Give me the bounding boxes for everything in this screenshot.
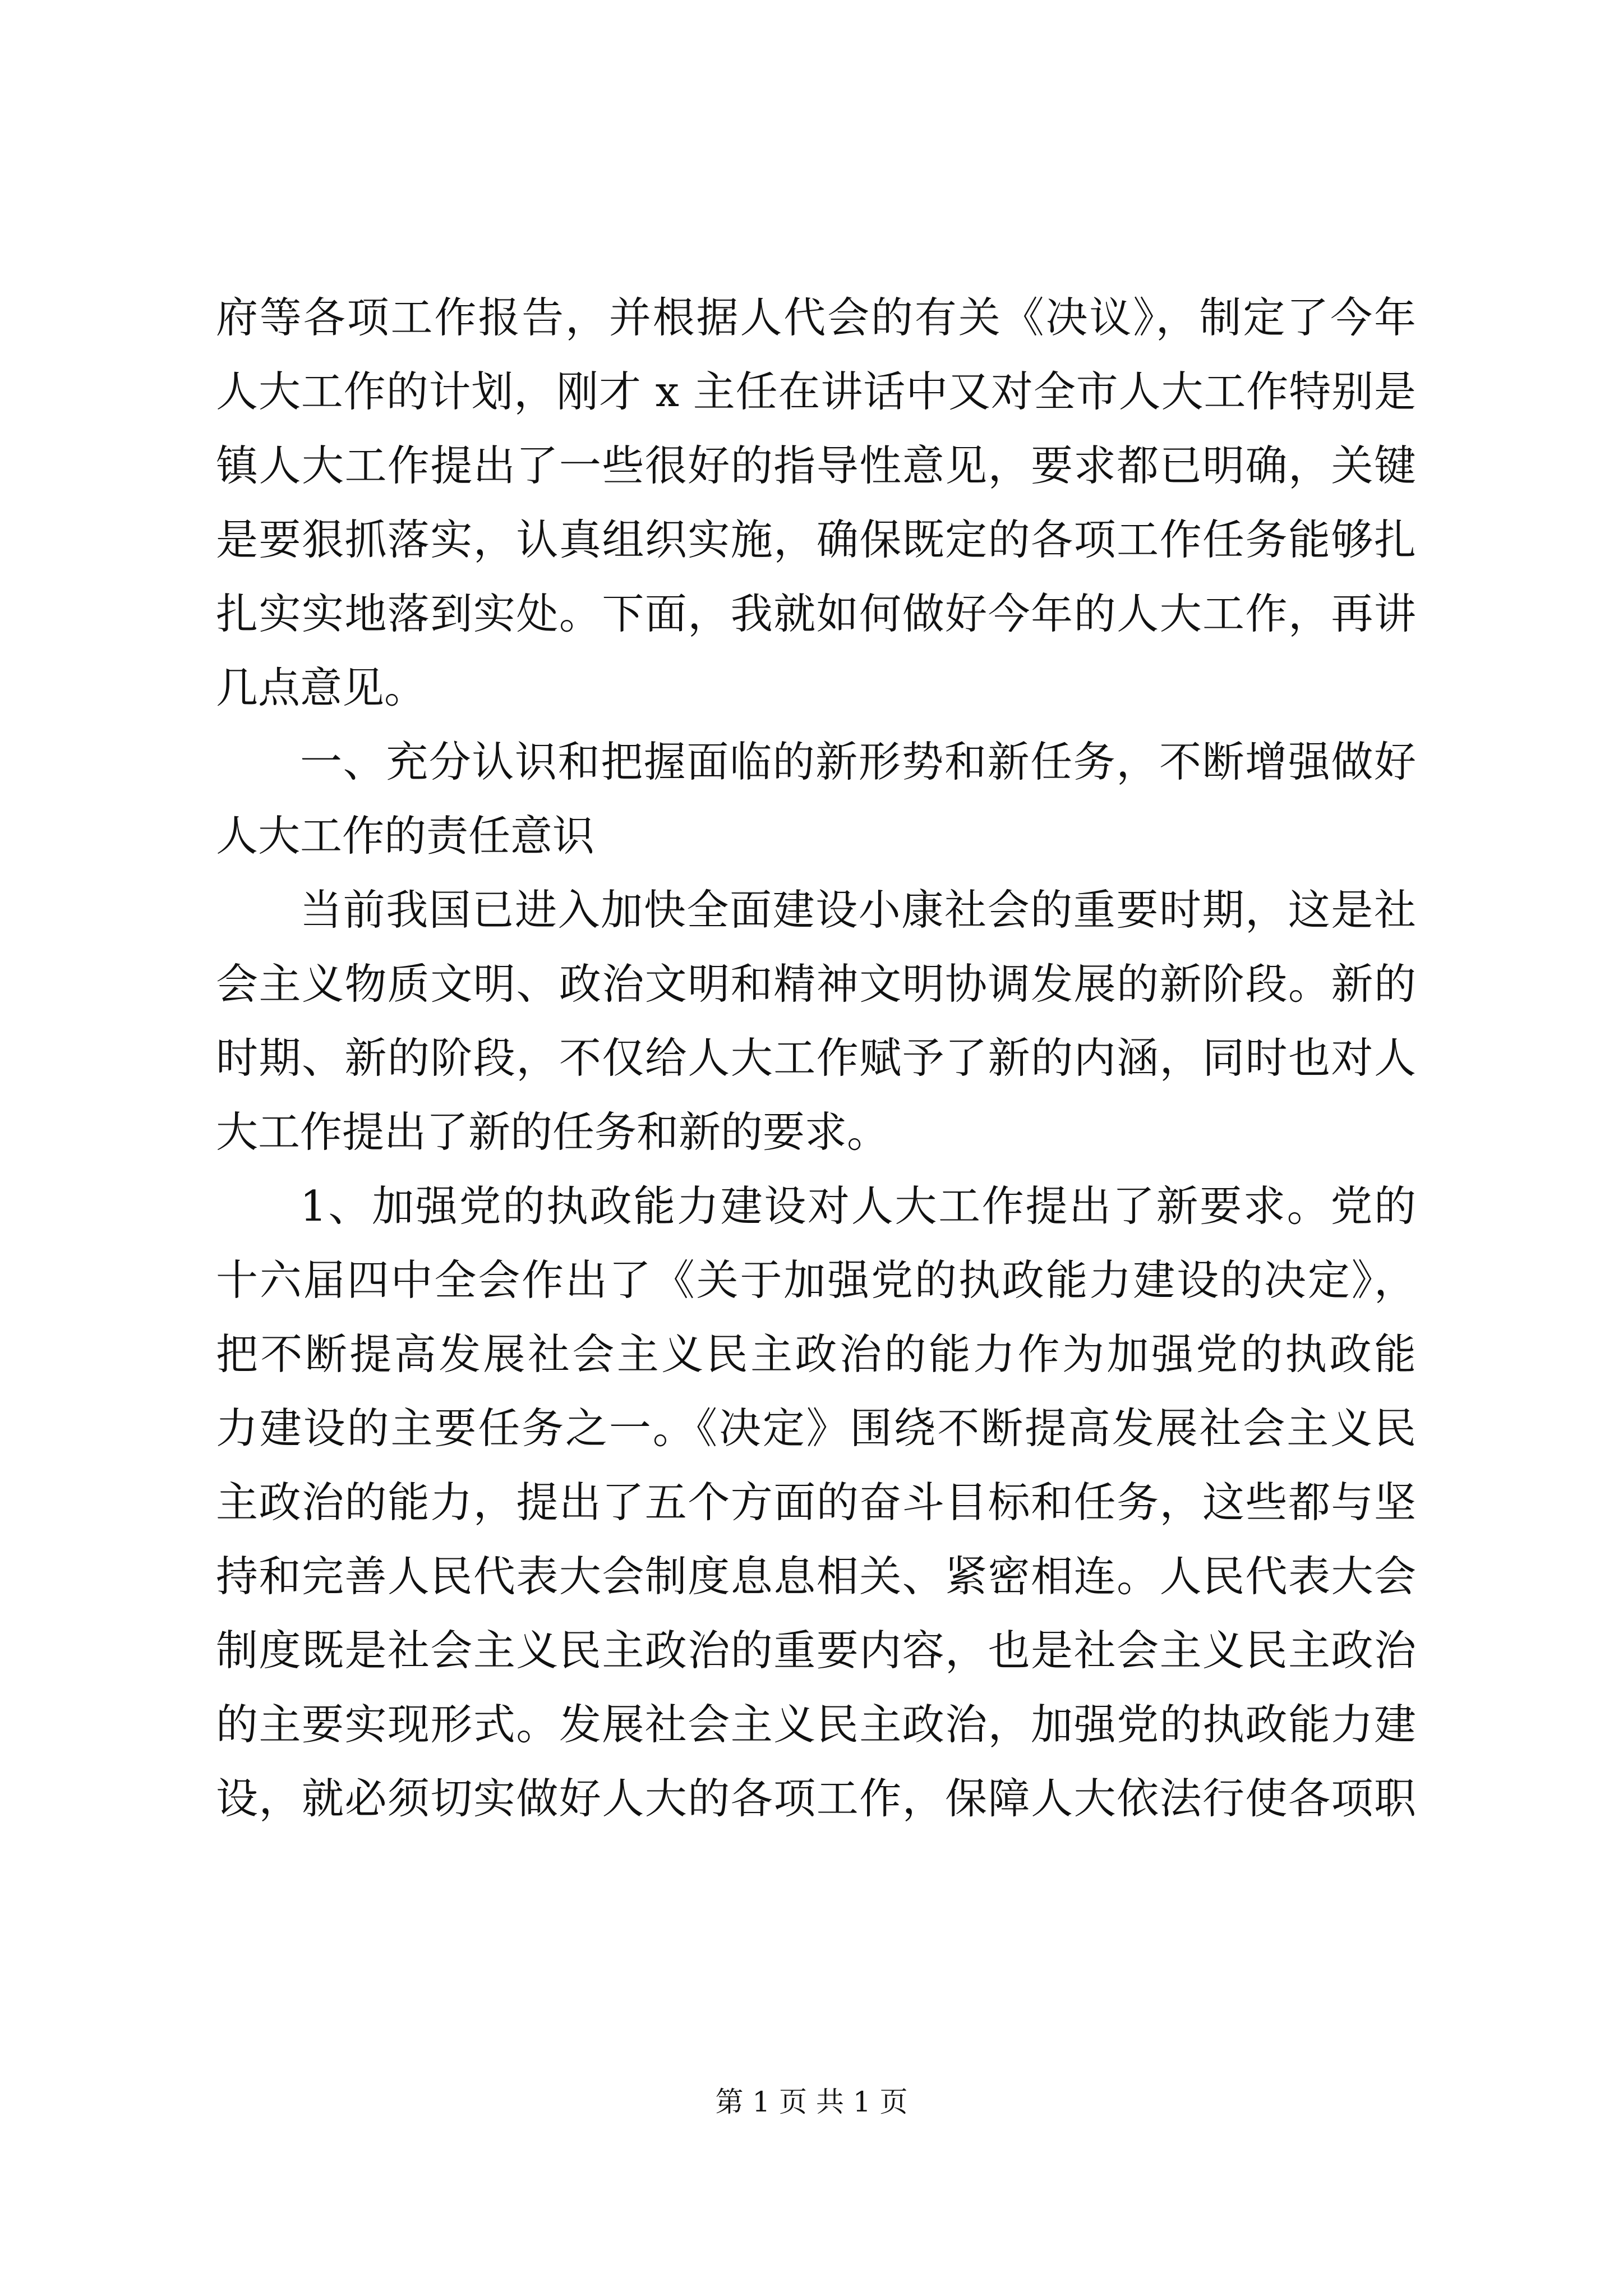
- text-line: 设，就必须切实做好人大的各项工作，保障人大依法行使各项职: [216, 1774, 1416, 1823]
- section-heading-line: 人大工作的责任意识: [216, 811, 595, 861]
- text-line: 几点意见。: [216, 663, 427, 712]
- text-line: 时期、新的阶段，不仅给人大工作赋予了新的内涵，同时也对人: [216, 1033, 1416, 1083]
- text-line: 力建设的主要任务之一。《决定》围绕不断提高发展社会主义民: [216, 1404, 1416, 1453]
- text-line: 的主要实现形式。发展社会主义民主政治，加强党的执政能力建: [216, 1700, 1416, 1749]
- text-line: 镇人大工作提出了一些很好的指导性意见，要求都已明确，关键: [216, 441, 1416, 490]
- text-line: 持和完善人民代表大会制度息息相关、紧密相连。人民代表大会: [216, 1552, 1416, 1601]
- text-line: 大工作提出了新的任务和新的要求。: [216, 1107, 889, 1157]
- text-line: 把不断提高发展社会主义民主政治的能力作为加强党的执政能: [216, 1329, 1416, 1379]
- text-line: 会主义物质文明、政治文明和精神文明协调发展的新阶段。新的: [216, 959, 1416, 1009]
- text-line: 扎实实地落到实处。下面，我就如何做好今年的人大工作，再讲: [216, 589, 1416, 638]
- text-line: 是要狠抓落实，认真组织实施，确保既定的各项工作任务能够扎: [216, 515, 1416, 564]
- text-line: 府等各项工作报告，并根据人代会的有关《决议》，制定了今年: [216, 293, 1416, 342]
- text-line: 当前我国已进入加快全面建设小康社会的重要时期，这是社: [300, 885, 1416, 935]
- text-line: 十六届四中全会作出了《关于加强党的执政能力建设的决定》，: [216, 1255, 1416, 1305]
- text-line: 制度既是社会主义民主政治的重要内容，也是社会主义民主政治: [216, 1626, 1416, 1675]
- text-line: 1、加强党的执政能力建设对人大工作提出了新要求。党的: [300, 1181, 1416, 1231]
- document-body: [216, 280, 1416, 1835]
- section-heading-line: 一、充分认识和把握面临的新形势和新任务，不断增强做好: [300, 737, 1416, 786]
- page-footer: 第 1 页 共 1 页: [715, 2086, 908, 2118]
- text-line: 人大工作的计划，刚才 x 主任在讲话中又对全市人大工作特别是: [216, 367, 1416, 416]
- text-line: 主政治的能力，提出了五个方面的奋斗目标和任务，这些都与坚: [216, 1478, 1416, 1527]
